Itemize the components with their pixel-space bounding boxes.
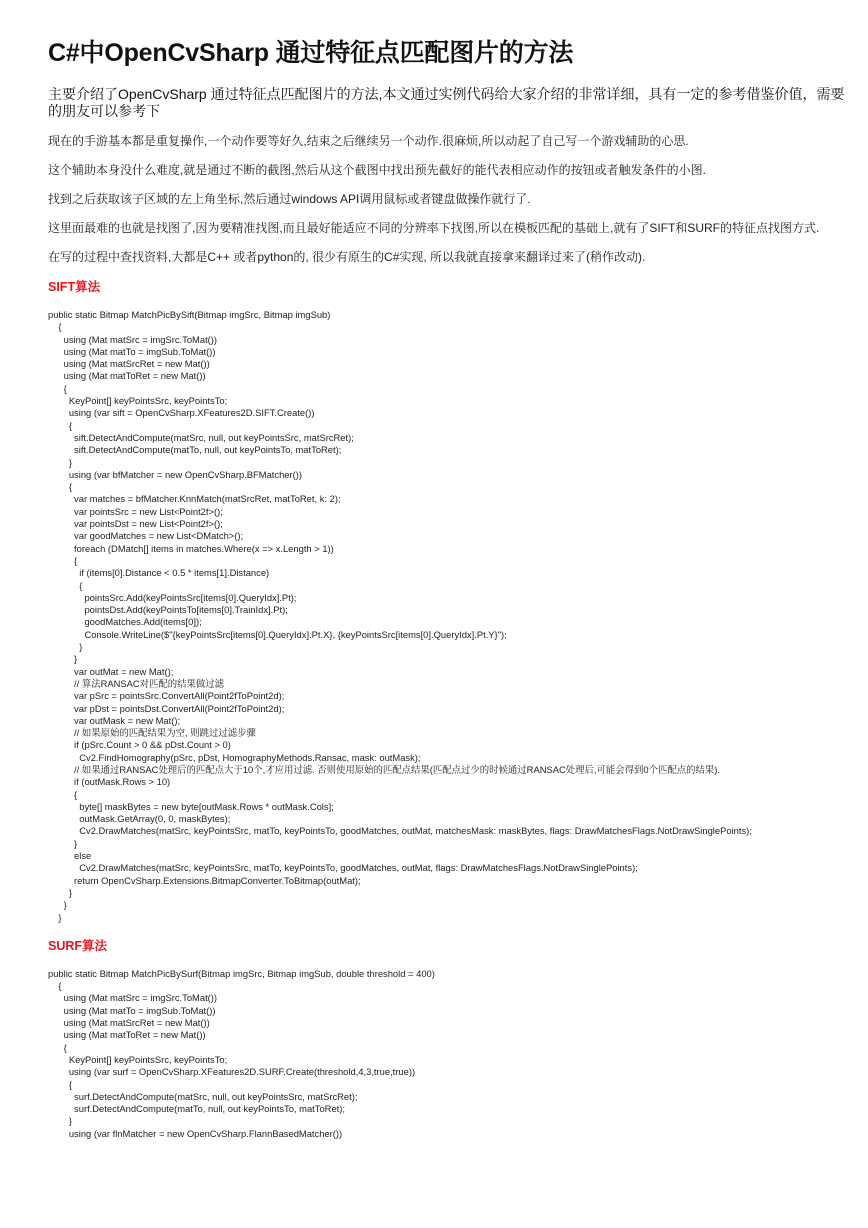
paragraph: 找到之后获取该子区域的左上角坐标,然后通过windows API调用鼠标或者键盘做操作就行了.	[48, 192, 531, 206]
paragraph: 这个辅助本身没什么难度,就是通过不断的截图,然后从这个截图中找出预先截好的能代表相应动作的按钮或者触发条件的小图.	[48, 163, 707, 177]
sift-heading: SIFT算法	[48, 280, 101, 294]
paragraph: 在写的过程中查找资料,大都是C++ 或者python的, 很少有原生的C#实现, 所以我就直接拿来翻译过来了(稍作改动).	[48, 250, 646, 264]
paragraph: 这里面最难的也就是找图了,因为要精准找图,而且最好能适应不同的分辨率下找图,所以在模板匹配的基础上,就有了SIFT和SURF的特征点找图方式.	[48, 221, 820, 235]
surf-code-block: public static Bitmap MatchPicBySurf(Bitmap imgSrc, Bitmap imgSub, double threshold = 400) { using (Mat matSrc = imgSrc.ToMat()) using (Mat matTo = imgSub.ToMat()) using (Mat matSrcRet = new Mat()) using (Mat matToRet = new Mat()) { KeyPoint[] keyPointsSrc, keyPointsTo; using (var surf = OpenCvSharp.XFeatures2D.SURF.Create(threshold,4,3,true,true)) { surf.DetectAndCompute(matSrc, null, out keyPointsSrc, matSrcRet); surf.DetectAndCompute(matTo, null, out keyPointsTo, matToRet); } using (var flnMatcher = new OpenCvSharp.FlannBasedMatcher())	[48, 967, 435, 1139]
article-title: C#中OpenCvSharp 通过特征点匹配图片的方法	[48, 39, 574, 67]
sift-code-block: public static Bitmap MatchPicBySift(Bitmap imgSrc, Bitmap imgSub) { using (Mat matSrc = imgSrc.ToMat()) using (Mat matTo = imgSub.ToMat()) using (Mat matSrcRet = new Mat()) using (Mat matToRet = new Mat()) { KeyPoint[] keyPointsSrc, keyPointsTo; using (var sift = OpenCvSharp.XFeatures2D.SIFT.Create()) { sift.DetectAndCompute(matSrc, null, out keyPointsSrc, matSrcRet); sift.DetectAndCompute(matTo, null, out keyPointsTo, matToRet); } using (var bfMatcher = new OpenCvSharp.BFMatcher()) { var matches = bfMatcher.KnnMatch(matSrcRet, matToRet, k: 2); var pointsSrc = new List<Point2f>(); var pointsDst = new List<Point2f>(); var goodMatches = new List<DMatch>(); foreach (DMatch[] items in matches.Where(x => x.Length > 1)) { if (items[0].Distance < 0.5 * items[1].Distance) { pointsSrc.Add(keyPointsSrc[items[0].QueryIdx].Pt); pointsDst.Add(keyPointsTo[items[0].TrainIdx].Pt); goodMatches.Add(items[0]); Console.WriteLine($"{keyPointsSrc[items[0].QueryIdx].Pt.X}, {keyPointsSrc[items[0].QueryIdx].Pt.Y}"); } } var outMat = new Mat(); // 算法RANSAC对匹配的结果做过滤 var pSrc = pointsSrc.ConvertAll(Point2fToPoint2d); var pDst = pointsDst.ConvertAll(Point2fToPoint2d); var outMask = new Mat(); // 如果原始的匹配结果为空, 则跳过过滤步骤 if (pSrc.Count > 0 && pDst.Count > 0) Cv2.FindHomography(pSrc, pDst, HomographyMethods.Ransac, mask: outMask); // 如果通过RANSAC处理后的匹配点大于10个,才应用过滤. 否则使用原始的匹配点结果(匹配点过少的时候通过RANSAC处理后,可能会得到0个匹配点的结果). if (outMask.Rows > 10) { byte[] maskBytes = new byte[outMask.Rows * outMask.Cols]; outMask.GetArray(0, 0, maskBytes); Cv2.DrawMatches(matSrc, keyPointsSrc, matTo, keyPointsTo, goodMatches, outMat, matchesMask: maskBytes, flags: DrawMatchesFlags.NotDrawSinglePoints); } else Cv2.DrawMatches(matSrc, keyPointsSrc, matTo, keyPointsTo, goodMatches, outMat, flags: DrawMatchesFlags.NotDrawSinglePoints); return OpenCvSharp.Extensions.BitmapConverter.ToBitmap(outMat); } } }	[48, 309, 752, 923]
article	[48, 36, 848, 1140]
article-summary: 主要介绍了OpenCvSharp 通过特征点匹配图片的方法,本文通过实例代码给大家介绍的非常详细，具有一定的参考借鉴价值，需要的朋友可以参考下	[48, 86, 845, 119]
paragraph: 现在的手游基本都是重复操作,一个动作要等好久,结束之后继续另一个动作.很麻烦,所以动起了自己写一个游戏辅助的心思.	[48, 134, 689, 148]
surf-heading: SURF算法	[48, 938, 108, 953]
